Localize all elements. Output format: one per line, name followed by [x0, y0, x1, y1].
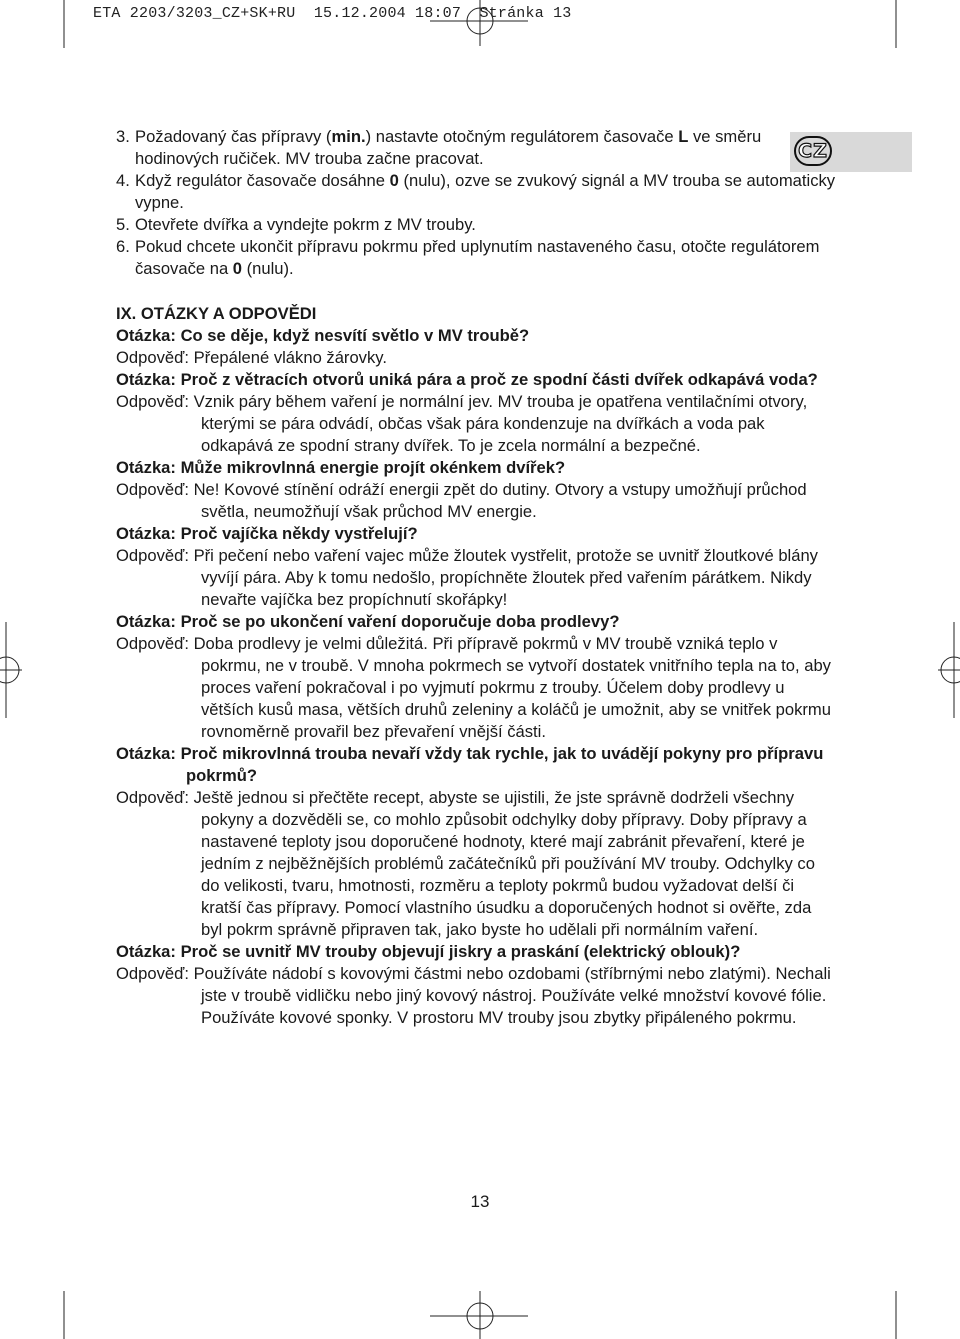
section-title: IX. OTÁZKY A ODPOVĚDI — [116, 304, 317, 323]
question-text: Proč vajíčka někdy vystřelují? — [180, 524, 418, 543]
faq-list — [116, 325, 836, 1029]
answer-label: Odpověď: — [116, 546, 189, 565]
step-bold-text: 0 — [389, 171, 399, 190]
page-number: 13 — [470, 1192, 490, 1211]
faq-question — [116, 941, 836, 963]
print-slug-datetime: 15.12.2004 18:07 — [313, 5, 462, 22]
answer-label: Odpověď: — [116, 348, 189, 367]
step-number: 4. — [116, 171, 130, 190]
language-badge: CZ — [794, 136, 832, 166]
answer-text: Vznik páry během vaření je normální jev. MV trouba je opatřena ventilačními otvory, kterými se pára odvádí, občas však pára kondenzuje na dvířkách a voda pak odkapává ze spodní strany dvířek. To je zcela normální a bezpečné. — [193, 392, 808, 455]
answer-label: Odpověď: — [116, 480, 189, 499]
faq-answer — [116, 963, 836, 1029]
step-bold-text: min. — [331, 127, 366, 146]
step-number: 6. — [116, 237, 130, 256]
answer-text: Přepálené vlákno žárovky. — [193, 348, 387, 367]
step-bold-text: 0 — [232, 259, 243, 278]
answer-text: Používáte nádobí s kovovými částmi nebo ozdobami (stříbrnými nebo zlatými). Nechali jste v troubě vidličku nebo jiný kovový nástroj. Používáte velké množství kovové fólie. Používáte kovové sponky. V prostoru MV trouby jsou zbytky připáleného pokrmu. — [193, 964, 831, 1027]
instruction-steps — [116, 126, 836, 280]
step-text: (nulu). — [242, 259, 294, 278]
question-label: Otázka: — [116, 370, 176, 389]
question-label: Otázka: — [116, 524, 176, 543]
question-text: Proč mikrovlnná trouba nevaří vždy tak rychle, jak to uvádějí pokyny pro přípravu pokrmů? — [180, 744, 824, 785]
faq-answer — [116, 633, 836, 743]
faq-answer — [116, 787, 836, 941]
question-text: Může mikrovlnná energie projít okénkem dvířek? — [180, 458, 566, 477]
answer-label: Odpověď: — [116, 634, 189, 653]
print-slug-page: Stránka 13 — [479, 5, 572, 22]
answer-text: Ještě jednou si přečtěte recept, abyste se ujistili, že jste správně dodrželi všechny pokyny a dozvěděli se, co mohlo způsobit odchylky doby přípravy. Doby přípravy a nastavené teploty jsou doporučené hodnoty, které mají zabránit převaření, které je jedním z nejběžnějších problémů začátečníků při používání MV trouby. Odchylky co do velikosti, tvaru, hmotnosti, rozměru a teploty pokrmů budou vyžadovat delší či kratší čas přípravy. Pomocí vlastního úsudku a doporučených hodnot si ověřte, zda byl pokrm správně připraven tak, jako byste ho udělali při normálním vaření. — [193, 788, 815, 939]
step-item — [116, 170, 836, 214]
page-content — [116, 126, 836, 1029]
step-text: ) nastavte otočným regulátorem časovače — [365, 127, 679, 146]
faq-answer — [116, 479, 836, 523]
faq-answer — [116, 545, 836, 611]
question-label: Otázka: — [116, 326, 176, 345]
faq-question — [116, 611, 836, 633]
print-slug-docname: ETA 2203/3203_CZ+SK+RU — [93, 5, 296, 22]
question-text: Proč se po ukončení vaření doporučuje doba prodlevy? — [180, 612, 620, 631]
step-bold-text: L — [678, 127, 689, 146]
question-label: Otázka: — [116, 458, 176, 477]
step-number: 3. — [116, 127, 130, 146]
answer-text: Doba prodlevy je velmi důležitá. Při přípravě pokrmů v MV troubě vzniká teplo v pokrmu, ne v troubě. V mnoha pokrmech se vytvoří dostatek vnitřního tepla na to, aby proces vaření pokračoval i po vyjmutí pokrmu z trouby. Účelem doby prodlevy u větších kusů masa, větších druhů zeleniny a koláčů je umožnit, aby se vnitřek pokrmu rovnoměrně provařil bez převaření vnější části. — [193, 634, 831, 741]
answer-label: Odpověď: — [116, 964, 189, 983]
print-slug — [93, 5, 572, 22]
step-text: Požadovaný čas přípravy ( — [135, 127, 332, 146]
faq-question — [116, 457, 836, 479]
step-text: Když regulátor časovače dosáhne — [135, 171, 390, 190]
question-label: Otázka: — [116, 942, 176, 961]
step-text: (nulu), ozve se zvukový signál a MV trouba se automaticky vypne. — [135, 171, 836, 212]
step-text: Otevřete dvířka a vyndejte pokrm z MV trouby. — [135, 215, 476, 234]
faq-question — [116, 369, 836, 391]
question-label: Otázka: — [116, 612, 176, 631]
question-text: Proč z větracích otvorů uniká pára a proč ze spodní části dvířek odkapává voda? — [180, 370, 818, 389]
question-text: Co se děje, když nesvítí světlo v MV troubě? — [180, 326, 530, 345]
step-item — [116, 214, 836, 236]
step-text: Pokud chcete ukončit přípravu pokrmu před uplynutím nastaveného času, otočte regulátorem časovače na — [135, 237, 820, 278]
faq-question — [116, 523, 836, 545]
step-number: 5. — [116, 215, 130, 234]
answer-label: Odpověď: — [116, 392, 189, 411]
faq-answer — [116, 391, 836, 457]
step-item — [116, 236, 836, 280]
answer-text: Při pečení nebo vaření vajec může žloutek vystřelit, protože se uvnitř žloutkové blány vyvíjí pára. Aby k tomu nedošlo, propíchněte žloutek před vařením párátkem. Nikdy nevařte vajíčka bez propíchnutí skořápky! — [193, 546, 818, 609]
question-text: Proč se uvnitř MV trouby objevují jiskry a praskání (elektrický oblouk)? — [180, 942, 741, 961]
answer-label: Odpověď: — [116, 788, 189, 807]
step-item — [116, 126, 836, 170]
faq-question — [116, 325, 836, 347]
step-text: ve směru hodinových ručiček. MV trouba začne pracovat. — [135, 127, 762, 168]
answer-text: Ne! Kovové stínění odráží energii zpět do dutiny. Otvory a vstupy umožňují průchod světla, neumožňují však průchod MV energie. — [193, 480, 807, 521]
faq-answer — [116, 347, 836, 369]
question-label: Otázka: — [116, 744, 176, 763]
faq-question — [116, 743, 836, 787]
